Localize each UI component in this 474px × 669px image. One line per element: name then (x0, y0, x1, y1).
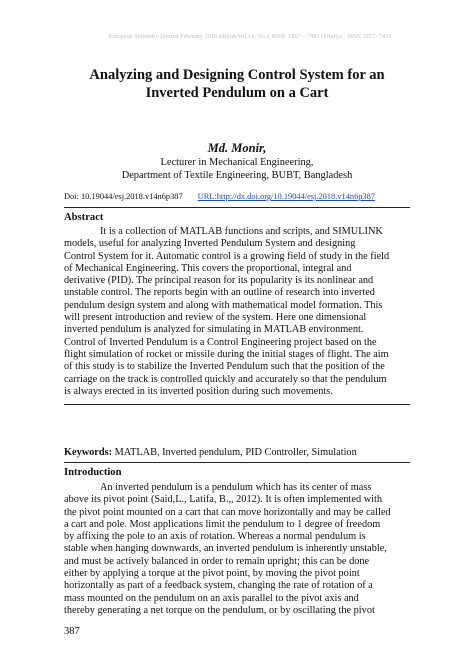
abstract-line: inverted pendulum is analyzed for simulating in MATLAB environment. (64, 324, 364, 336)
introduction-body (64, 482, 410, 617)
paper-title (40, 66, 434, 102)
intro-line: above its pivot point (Said,L., Latifa, B.,, 2012). It is often implemented with (64, 494, 383, 506)
abstract-heading: Abstract (64, 212, 104, 223)
intro-line: by affixing the pole to an axis of rotation. Whereas a normal pendulum is (64, 531, 366, 543)
doi-text: Doi: 10.19044/esj.2018.v14n6p387 (64, 192, 183, 201)
title-line-2: Inverted Pendulum on a Cart (145, 85, 329, 101)
divider (64, 462, 410, 463)
abstract-line: It is a collection of MATLAB functions and scripts, and SIMULINK (100, 226, 383, 237)
abstract-line: of this study is to stabilize the Inverted Pendulum such that the position of the (64, 361, 385, 373)
intro-line: horizontally as part of a feedback system, changing the rate of rotation of a (64, 580, 373, 592)
introduction-heading: Introduction (64, 467, 122, 478)
abstract-line: unstable control. The reports begin with an outline of research into inverted (64, 287, 375, 299)
abstract-line: of Mechanical Engineering. This covers the proportional, integral and (64, 262, 352, 274)
abstract-line: Control System for it. Automatic control is a growing field of study in the field (64, 250, 390, 262)
abstract-line: flight simulation of rocket or missile during the initial stages of flight. The aim (64, 348, 389, 360)
abstract-line: is always erected in its inverted position during such movements. (64, 385, 333, 397)
abstract-line: models, useful for analyzing Inverted Pendulum System and designing (64, 238, 356, 250)
divider (64, 404, 410, 405)
doi-line (64, 192, 375, 201)
abstract-body (64, 226, 410, 398)
intro-line: An inverted pendulum is a pendulum which has its center of mass (100, 482, 372, 493)
intro-line: stable when hanging downwards, an inverted pendulum is inherently unstable, (64, 543, 387, 555)
author-name: Md. Monir, (207, 141, 267, 155)
intro-line: and must be actively balanced in order to remain upright; this can be done (64, 555, 370, 567)
keywords-label: Keywords: (64, 447, 113, 458)
abstract-line: derivative (PID). The principal reason for its popularity is its nonlinear and (64, 275, 374, 287)
author-affiliation-line: Department of Textile Engineering, BUBT, Bangladesh (121, 170, 353, 181)
keywords-line (64, 447, 357, 458)
intro-line: thereby generating a net torque on the pendulum, or by oscillating the pivot (64, 604, 375, 616)
abstract-line: pendulum design system and along with mathematical model formation. This (64, 299, 383, 311)
intro-line: a cart and pole. Most applications limit the pendulum to 1 degree of freedom (64, 518, 381, 530)
intro-line: the pivot point mounted on a cart that can move horizontally and may be called (64, 506, 391, 518)
abstract-line: will present introduction and review of the system. Here one dimensional (64, 312, 367, 324)
author-affiliation-line: Lecturer in Mechanical Engineering, (160, 157, 314, 168)
doi-url-link[interactable]: URL:http://dx.doi.org/10.19044/esj.2018.v14n6p387 (197, 192, 376, 201)
title-line-1: Analyzing and Designing Control System for an (89, 67, 385, 83)
divider (64, 207, 410, 208)
page-number: 387 (64, 626, 80, 637)
keywords-text: MATLAB, Inverted pendulum, PID Controller, Simulation (112, 447, 357, 458)
abstract-line: carriage on the track is controlled quickly and accurately so that the pendulum (64, 373, 387, 385)
journal-header: European Scientific Journal February 2018 edition Vol.14, No.6 ISSN: 1857 – 7881 (Print) e - ISSN 1857- 7431 (108, 33, 392, 40)
intro-line: either by applying a torque at the pivot point, by moving the pivot point (64, 568, 360, 580)
abstract-line: Control of Inverted Pendulum is a Control Engineering project based on the (64, 336, 377, 348)
intro-line: mass mounted on the pendulum on an axis parallel to the pivot axis and (64, 592, 359, 604)
